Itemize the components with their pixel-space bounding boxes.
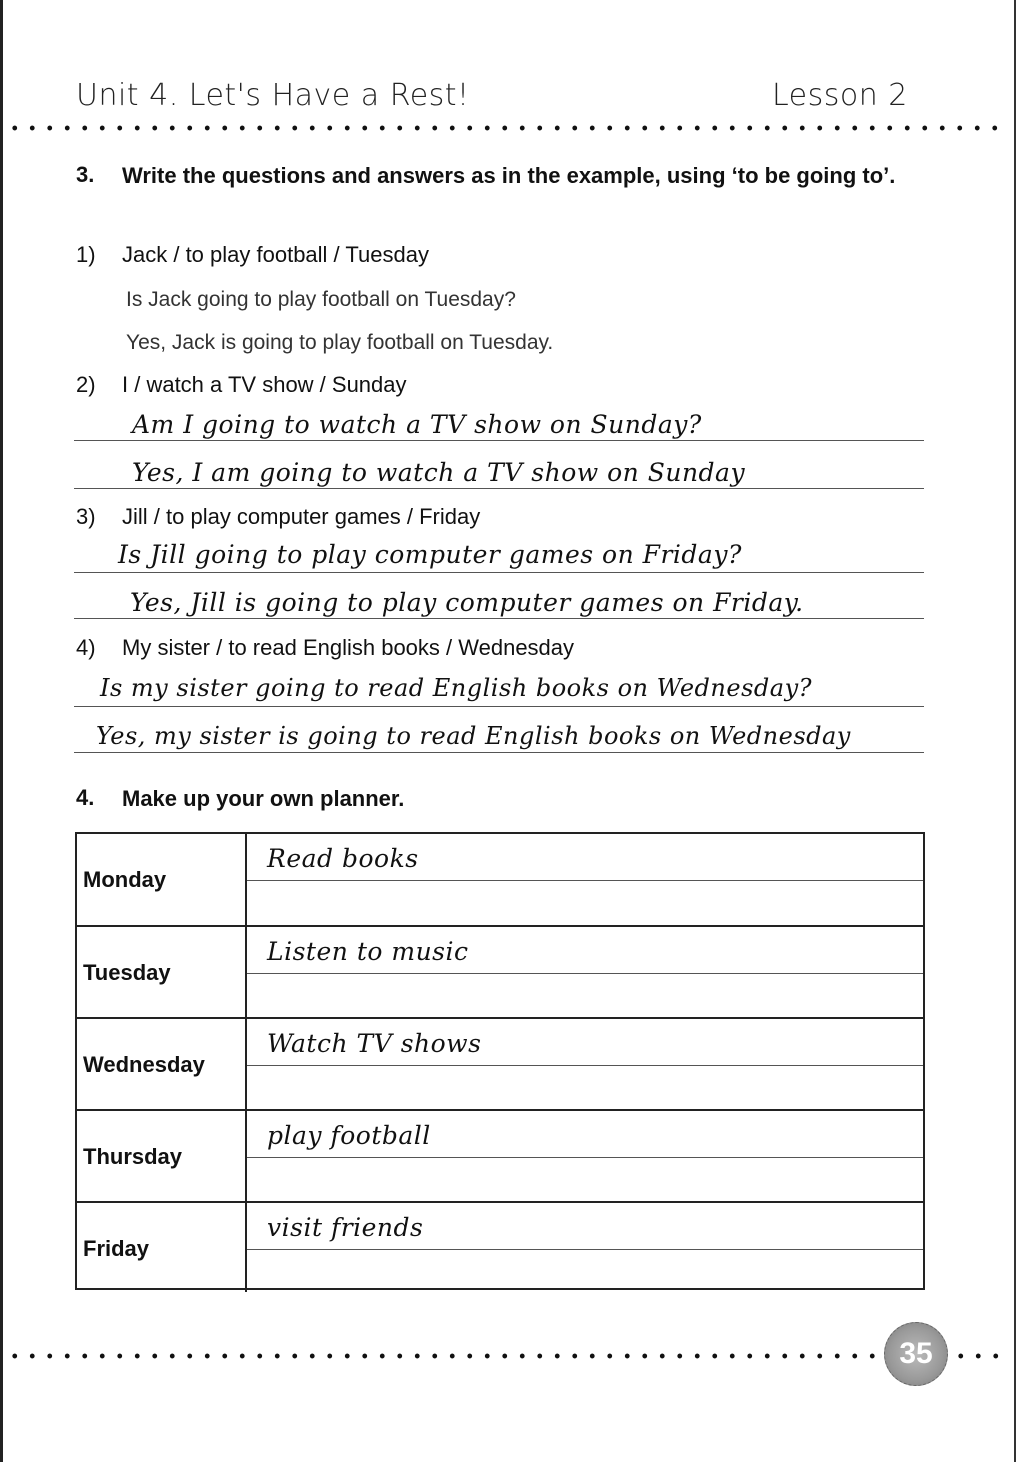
planner-entry: Listen to music [267,937,469,966]
planner-day: Thursday [83,1144,183,1169]
answer-line [74,706,924,707]
item-2-prompt: I / watch a TV show / Sunday [122,372,407,397]
item-2-handwritten-answer: Yes, I am going to watch a TV show on Sunday [132,458,746,487]
item-3-handwritten-question: Is Jill going to play computer games on Friday? [118,540,742,569]
planner-day: Wednesday [83,1052,205,1077]
item-2-number: 2) [76,372,96,397]
exercise-4-instruction: Make up your own planner. [122,786,405,811]
column-divider [245,1203,247,1292]
planner-line [247,973,923,974]
planner-row-monday [77,834,923,926]
item-1-prompt: Jack / to play football / Tuesday [122,242,429,267]
item-4-handwritten-question: Is my sister going to read English books on Wednesday? [100,674,812,702]
planner-day: Friday [83,1236,150,1261]
exercise-3-number: 3. [76,162,95,187]
bottom-dotted-divider [6,1352,876,1360]
page-number-badge: 35 [884,1322,948,1386]
unit-title: Unit 4. Let's Have a Rest! [76,78,470,113]
planner-entry: Watch TV shows [267,1029,482,1058]
item-4-handwritten-answer: Yes, my sister is going to read English books on Wednesday [96,722,851,750]
item-3-prompt: Jill / to play computer games / Friday [122,504,481,529]
bottom-dotted-divider-end [952,1352,1008,1360]
item-4-prompt: My sister / to read English books / Wednesday [122,635,575,660]
planner-entry: Read books [267,844,419,873]
planner-day: Monday [83,867,167,892]
planner-day: Tuesday [83,960,171,985]
item-3-handwritten-answer: Yes, Jill is going to play computer games on Friday. [130,588,804,617]
planner-line [247,1157,923,1158]
exercise-4-number: 4. [76,785,95,810]
page-edge-left [0,0,3,1462]
item-1-example-question: Is Jack going to play football on Tuesday? [126,288,516,311]
planner-row-wednesday [77,1017,923,1111]
planner-row-thursday [77,1109,923,1203]
exercise-3-instruction: Write the questions and answers as in the example, using ‘to be going to’. [122,163,896,188]
planner-line [247,1065,923,1066]
answer-line [74,440,924,441]
item-2-handwritten-question: Am I going to watch a TV show on Sunday? [132,410,702,439]
page-edge-right [1014,0,1016,1462]
planner-table [75,832,925,1290]
answer-line [74,572,924,573]
planner-entry: play football [267,1121,431,1150]
planner-row-tuesday [77,925,923,1019]
lesson-title: Lesson 2 [772,78,908,113]
item-1-example-answer: Yes, Jack is going to play football on Tuesday. [126,331,554,354]
answer-line [74,618,924,619]
planner-row-friday [77,1201,923,1292]
answer-line [74,752,924,753]
planner-entry: visit friends [267,1213,424,1242]
item-4-number: 4) [76,635,96,660]
planner-line [247,1249,923,1250]
item-1-number: 1) [76,242,96,267]
planner-line [247,880,923,881]
answer-line [74,488,924,489]
item-3-number: 3) [76,504,96,529]
top-dotted-divider [6,124,1006,132]
